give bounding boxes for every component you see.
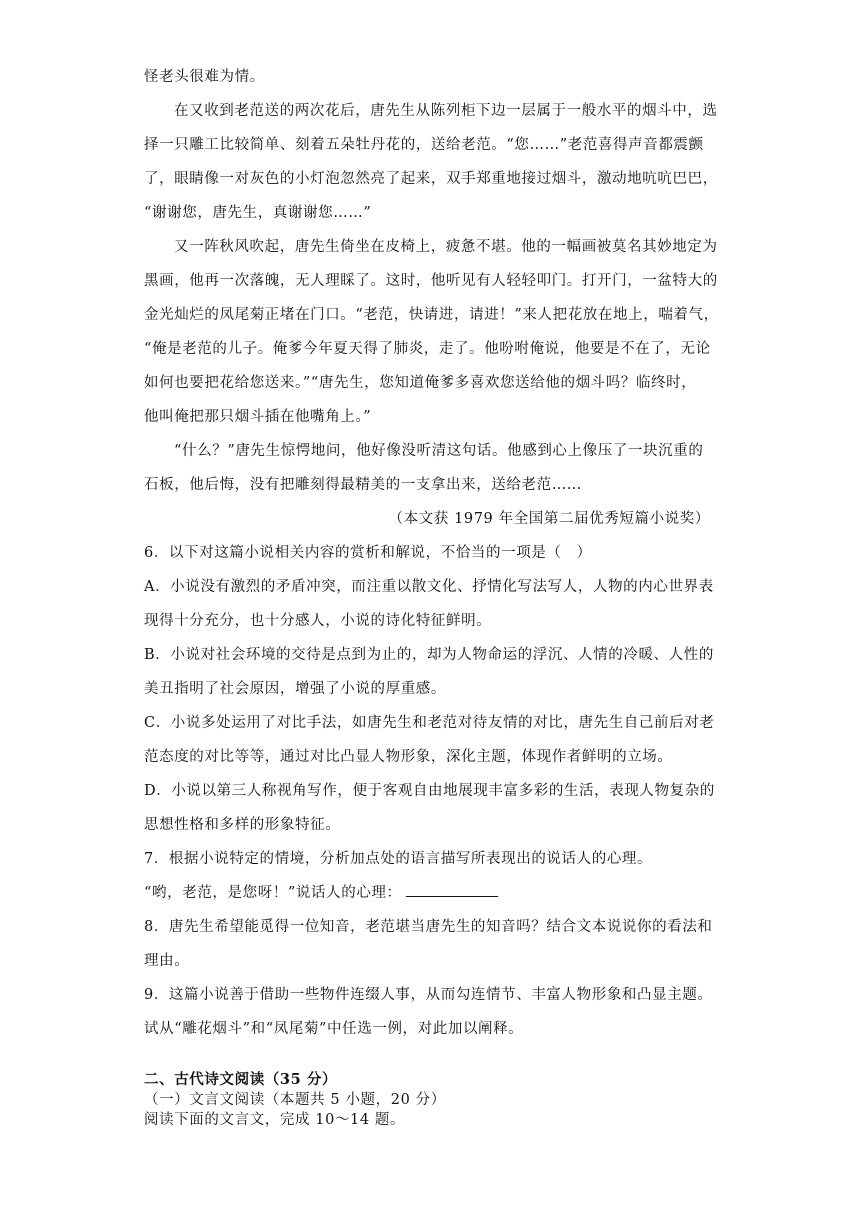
question-9: 9．这篇小说善于借助一些物件连缀人事，从而勾连情节、丰富人物形象和凸显主题。 <box>144 987 713 1003</box>
question-6-option-c: 范态度的对比等等，通过对比凸显人物形象，深化主题，体现作者鲜明的立场。 <box>144 749 673 765</box>
story-line: 了，眼睛像一对灰色的小灯泡忽然亮了起来，双手郑重地接过烟斗，激动地吭吭巴巴， <box>144 171 718 187</box>
story-line: 他叫俺把那只烟斗插在他嘴角上。” <box>144 409 372 425</box>
question-6-option-d: 思想性格和多样的形象特征。 <box>144 817 341 833</box>
story-line: 在又收到老范送的两次花后，唐先生从陈列柜下边一层属于一般水平的烟斗中，选 <box>174 103 718 119</box>
story-line: 石板，他后悔，没有把雕刻得最精美的一支拿出来，送给老范…… <box>144 477 582 493</box>
story-line: 怪老头很难为情。 <box>144 69 265 85</box>
question-6-option-b: 美丑指明了社会原因，增强了小说的厚重感。 <box>144 681 446 697</box>
spacer <box>144 1046 718 1070</box>
question-6-option-c: C．小说多处运用了对比手法，如唐先生和老范对待友情的对比，唐先生自己前后对老 <box>144 715 715 731</box>
question-7-sub <box>144 876 718 910</box>
question-6-stem: 6．以下对这篇小说相关内容的赏析和解说，不恰当的一项是（ ） <box>144 545 592 561</box>
question-6-option-a: A．小说没有激烈的矛盾冲突，而注重以散文化、抒情化写法写人，人物的内心世界表 <box>144 579 714 595</box>
story-line: 择一只雕工比较简单、刻着五朵牡丹花的，送给老范。“您……”老范喜得声音都震颤 <box>144 137 704 153</box>
question-8: 8．唐先生希望能觅得一位知音，老范堪当唐先生的知音吗？结合文本说说你的看法和 <box>144 919 713 935</box>
answer-blank[interactable] <box>406 882 498 897</box>
story-line: 金光灿烂的凤尾菊正堵在门口。“老范，快请进，请进！”来人把花放在地上，喘着气， <box>144 307 719 323</box>
story-line: 又一阵秋风吹起，唐先生倚坐在皮椅上，疲惫不堪。他的一幅画被莫名其妙地定为 <box>174 239 718 255</box>
story-line: “谢谢您，唐先生，真谢谢您……” <box>144 205 372 221</box>
question-7-prompt: “哟，老范，是您呀！”说话人的心理： <box>144 885 402 901</box>
story-line: 如何也要把花给您送来。”“唐先生，您知道俺爹多喜欢您送给他的烟斗吗？临终时， <box>144 375 697 391</box>
story-source: （本文获 1979 年全国第二届优秀短篇小说奖） <box>388 511 710 527</box>
question-7-stem: 7．根据小说特定的情境，分析加点处的语言描写所表现出的说话人的心理。 <box>144 851 653 867</box>
story-line: “什么？”唐先生惊愕地问，他好像没听清这句话。他感到心上像压了一块沉重的 <box>174 443 704 459</box>
section-2-subtitle: （一）文言文阅读（本题共 5 小题，20 分） <box>144 1092 446 1108</box>
question-6-option-b: B．小说对社会环境的交待是点到为止的，却为人物命运的浮沉、人情的冷暖、人性的 <box>144 647 714 663</box>
story-line: “俺是老范的儿子。俺爹今年夏天得了肺炎，走了。他吩咐俺说，他要是不在了，无论 <box>144 341 711 357</box>
document-page <box>144 60 718 1130</box>
section-2-instruction: 阅读下面的文言文，完成 10～14 题。 <box>144 1112 406 1128</box>
question-6-option-a: 现得十分充分，也十分感人，小说的诗化特征鲜明。 <box>144 613 492 629</box>
section-2-title: 二、古代诗文阅读（35 分） <box>144 1071 338 1088</box>
question-8: 理由。 <box>144 953 190 969</box>
story-line: 黑画，他再一次落魄，无人理睬了。这时，他听见有人轻轻叩门。打开门，一盆特大的 <box>144 273 718 289</box>
question-9: 试从“雕花烟斗”和“凤尾菊”中任选一例，对此加以阐释。 <box>144 1021 524 1037</box>
question-6-option-d: D．小说以第三人称视角写作，便于客观自由地展现丰富多彩的生活，表现人物复杂的 <box>144 783 715 799</box>
